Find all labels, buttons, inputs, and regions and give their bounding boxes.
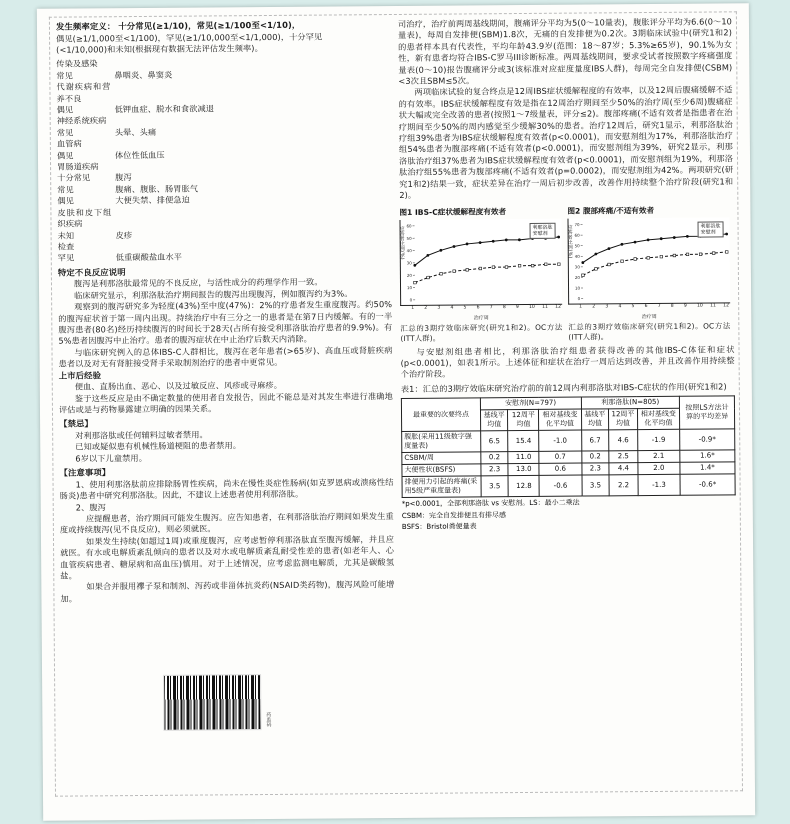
adr-section-heading: 特定不良反应说明	[57, 266, 126, 278]
svg-text:40: 40	[406, 247, 412, 253]
list-item	[56, 79, 390, 104]
cell: 6.5	[480, 431, 508, 452]
adverse-reaction-list	[56, 56, 392, 264]
svg-text:20: 20	[406, 272, 412, 278]
adr-paragraph-2: 临床研究显示，利那洛肽治疗期间报告的腹泻出现腹泻，例如腹泻约为3%。	[74, 288, 353, 301]
soc-term: 未知	[57, 230, 75, 241]
efficacy-table	[401, 395, 736, 498]
svg-text:70: 70	[574, 221, 580, 227]
soc-term: 胃肠道疾病	[57, 161, 99, 172]
svg-text:20: 20	[574, 274, 580, 280]
cell: 13.0	[508, 464, 539, 476]
cell: 0.2	[481, 452, 509, 464]
cell: 0.7	[539, 451, 581, 463]
cell: 11.0	[508, 452, 539, 464]
figure-2-xticks: 1 2 3 4 5 6 7 8 9 10 11 12	[579, 302, 730, 310]
svg-text:40: 40	[574, 253, 580, 259]
cell: 1.6*	[680, 450, 735, 462]
frequency-definition-line-2: (<1/10,000)和未知(根据现有数据无法评估发生频率)。	[56, 43, 263, 55]
post-marketing-heading: 上市后经验	[58, 369, 102, 381]
figure-2-ylabel: 应答者比例(%)	[566, 224, 573, 258]
barcode	[163, 674, 272, 731]
after-figures-paragraph: 与安慰剂组患者相比，利那洛肽治疗组患者获得改善的其他IBS-C体征和症状(p<0.0001)，如表1所示。上述体征和症状在治疗一周后达到改善，并且改善作用持续整个治疗阶段。	[400, 343, 735, 380]
cell: 2.2	[609, 475, 638, 496]
table-row	[402, 474, 735, 498]
soc-value: 低重碳酸盐血水平	[115, 251, 183, 263]
leaflet-page	[37, 3, 755, 821]
svg-text:10: 10	[406, 284, 413, 290]
soc-term: 皮肤和皮下组织疾病	[57, 206, 112, 229]
cell: -1.9	[637, 429, 680, 450]
left-column	[56, 19, 395, 605]
figure-2-xlabel: 治疗周	[641, 313, 657, 320]
table-col-placebo: 安慰剂(N=797)	[480, 397, 581, 410]
cell: 0.2	[581, 451, 609, 463]
table-subheader: 相对基线变化平均值	[637, 408, 680, 429]
adr-paragraph-1: 腹泻是利那洛肽最常见的不良反应，与活性成分的药理学作用一致。	[73, 276, 323, 289]
clinical-trial-paragraph-2: 两项临床试验的复合终点是12周IBS症状缓解程度的有效率，以及12周后腹痛缓解不适的有效率。IBS症状缓解程度有效是指在12周治疗期间至少50%的治疗周(至少6周)腹痛症状大幅或完全改善的患者(按照1～7级量表，评分≤2)。腹部疼痛(不适有效者是指患者在治疗期间至少50%的周内感觉至少缓解30%的患者。治疗12周后，研究1显示，利那洛肽治疗组39%患者为IBS症状缓解程度有效者(p<0.0001)，而安慰剂组为17%，利那洛肽治疗组54%患者为腹部疼痛(不适有效者(p<0.0001)，而安慰剂组为39%，研究2显示，利那洛肽治疗组37%患者为IBS症状缓解程度有效者(p<0.0001)，而安慰剂组为19%，利那洛肽治疗组55%患者为腹部疼痛(不适有效者(p=0.0002)，而安慰剂组为42%。两项研究(研究1和2)结果一致，症状差异在治疗一周后初步改善，改善作用持续整个治疗阶段(研究1和2)。	[398, 84, 734, 201]
legend-entry-1: 安慰剂	[700, 228, 716, 236]
soc-term: 常见	[56, 70, 73, 81]
soc-term: 代谢疾病和营养不良	[56, 81, 111, 104]
adr-paragraph-4: 与临床研究例入的总体IBS-C人群相比，腹泻在老年患者(>65岁)、高血压或肾脏疾病患者以及对无有肾脏接受肾手采取制剂治疗的患者中更常见。	[58, 344, 393, 369]
svg-text:0: 0	[409, 296, 413, 302]
soc-value	[115, 205, 391, 230]
figure-1-plot	[399, 218, 562, 305]
soc-value: 鼻咽炎、鼻窦炎	[114, 69, 173, 81]
soc-term: 偶见	[56, 104, 74, 115]
cell: 2.3	[481, 464, 509, 476]
precautions-heading: 【注意事项】	[59, 467, 111, 478]
soc-value: 头晕、头痛	[114, 126, 157, 138]
cell: 1.4*	[680, 462, 735, 474]
table-footnote-3: BSFS：Bristol粪便量表	[401, 522, 477, 532]
soc-value	[114, 79, 390, 104]
table-footnote-1: *p<0.0001，全部利那洛肽 vs 安慰剂。LS：最小二乘法	[401, 498, 580, 509]
soc-term: 传染及感染	[56, 58, 98, 70]
post-marketing-paragraph-2: 鉴于这些反应是由不确定数量的使用者自发报告，因此不能总是对其发生率进行准确地评估或是与药物暴露建立明确的因果关系。	[58, 390, 393, 415]
cell: 0.6	[539, 463, 581, 475]
table-footnote-2: CSBM：完全自发排便且有排尽感	[401, 510, 507, 520]
soc-value: 体位性低血压	[114, 149, 165, 160]
soc-term: 十分常见	[57, 172, 91, 184]
soc-value: 低钾血症、脱水和食欲减退	[114, 103, 215, 115]
contraindication-item: 6岁以下儿童禁用。	[75, 452, 148, 464]
table-col-linaclotide: 利那洛肽(N=805)	[581, 396, 680, 409]
adr-paragraph-3: 观察到的腹泻研究多为轻度(43%)至中度(47%)：2%的疗患者发生重度腹泻。约50%的腹泻症状首于第一周内出现。持续治疗中有三分之一的患者是在第7日内缓解。有的一半腹泻患者(80名)经历持续腹泻的时间长于28天(占所有接受利那洛肽治疗患者的9.9%)。有5%患者因腹泻中止治疗。患者的腹泻症状在中止治疗后数天内消除。	[58, 299, 393, 346]
figure-2-plot	[567, 217, 730, 304]
table-subheader: 基线平均值	[581, 409, 609, 430]
frequency-definition-heading: 发生频率定义： 十分常见(≥1/10)，常见(≥1/100至<1/10)，	[55, 19, 301, 32]
figure-2-caption: 汇总的3期疗效临床研究(研究1和2)。OC方法(ITT人群)。	[568, 320, 731, 342]
precaution-item-3: 应提醒患者，治疗期间可能发生腹泻。应告知患者，在利那洛肽治疗期间如果发生重度或持续腹泻(见不良反应)，则必须就医。	[59, 511, 394, 536]
cell: 4.4	[609, 463, 638, 475]
figure-1-ylabel: 应答者比例(%)	[398, 225, 405, 260]
svg-text:50: 50	[406, 235, 412, 241]
soc-term: 血管病	[56, 138, 82, 149]
table-subheader: 12周平均值	[609, 409, 638, 430]
svg-text:60: 60	[406, 222, 412, 229]
cell: 4.6	[609, 430, 638, 451]
cell: -1.0	[539, 430, 582, 451]
cell: 6.7	[581, 430, 609, 451]
precaution-item-5: 如果合并服用襻子泵和制剂、泻药或非甾体抗炎药(NSAID类药物)，腹泻风险可能增加。	[60, 579, 395, 604]
soc-term: 常见	[57, 184, 74, 195]
figure-1-xticks: 1 2 3 4 5 6 7 8 9 10 11 12	[411, 304, 562, 311]
soc-term: 神经系统疾病	[56, 115, 107, 127]
cell: -1.3	[638, 474, 681, 495]
contraindications-heading: 【禁忌】	[59, 418, 94, 430]
cell: 3.5	[582, 475, 610, 496]
figure-1-title: 图1 IBS-C症状缓解程度有效者	[399, 206, 507, 217]
figure-2-title: 图2 腹部疼痛/不适有效者	[567, 205, 655, 216]
figure-1-legend	[529, 222, 555, 238]
cell: 2.3	[582, 463, 610, 475]
table-col-endpoint: 最重要的次要终点	[401, 398, 480, 432]
table-subheader: 基线平均值	[480, 410, 508, 431]
figure-1	[399, 205, 562, 343]
table-col-ls-diff: 按照LS方法计算的平均差异	[679, 396, 734, 429]
contraindication-item: 已知或疑似患有机械性肠道梗阻的患者禁用。	[75, 440, 242, 452]
soc-value: 皮疹	[115, 229, 133, 240]
soc-value: 腹泻	[115, 172, 132, 183]
soc-term: 常见	[56, 127, 74, 138]
table-row	[402, 429, 735, 453]
table-title: 表1：汇总的3期疗效临床研究治疗前的前12周内利那洛肽对IBS-C症状的作用(研究1和2)	[400, 381, 727, 394]
cell: -0.6*	[680, 474, 735, 495]
legend-entry-1: 安慰剂	[532, 230, 548, 237]
row-label: CSBM/周	[402, 452, 481, 465]
svg-text:30: 30	[406, 259, 412, 266]
soc-term: 罕见	[57, 252, 75, 263]
cell: 3.5	[481, 476, 509, 497]
precaution-item-2: 2、腹泻	[75, 501, 106, 513]
frequency-definition-line-1: 偶见(≥1/1,000至<1/100)，罕见(≥1/10,000至<1/1,000)，十分罕见	[56, 31, 323, 44]
list-item	[57, 205, 391, 230]
cell: 15.4	[508, 431, 539, 452]
cell: -0.6	[539, 475, 582, 496]
cell: 2.1	[638, 450, 680, 462]
soc-value: 大便失禁、排便急迫	[115, 194, 190, 206]
figure-1-xlabel: 治疗周	[473, 314, 489, 321]
cell: 2.5	[609, 451, 638, 463]
row-label: 大便性状(BSFS)	[402, 464, 481, 477]
soc-value: 腹痛、腹胀、肠胃胀气	[115, 183, 199, 195]
figure-1-caption: 汇总的3期疗效临床研究(研究1和2)。OC方法(ITT人群)。	[400, 322, 563, 343]
soc-term: 偶见	[56, 150, 74, 161]
legend-entry-0: 利那洛肽	[700, 222, 721, 230]
figure-2	[567, 204, 730, 342]
cell: -0.9*	[680, 429, 735, 450]
barcode-side-label: 药监码	[265, 711, 272, 728]
table-subheader: 相对基线变化平均值	[539, 409, 582, 430]
cell: 2.0	[638, 462, 680, 474]
figures-row	[399, 204, 734, 344]
svg-text:30: 30	[574, 263, 580, 269]
svg-text:60: 60	[574, 232, 580, 238]
svg-text:0: 0	[577, 295, 581, 301]
svg-text:50: 50	[574, 242, 580, 248]
precaution-item-1: 1、使用利那洛肽前应排除肠胃性疾病，尚未在慢性炎症性肠病(如克罗恩病或溃疡性结肠炎)患者中研究利那洛肽。因此，不建议上述患者使用利那洛肽。	[59, 476, 394, 501]
soc-term: 检查	[57, 241, 75, 252]
soc-term: 偶见	[57, 195, 74, 206]
contraindication-item: 对利那洛肽或任何辅料过敏者禁用。	[75, 429, 208, 441]
cell: 12.8	[508, 476, 539, 497]
right-column	[398, 16, 736, 533]
leaflet-content-frame	[49, 11, 743, 796]
row-label: 腹胀(采用11级数字强度量表)	[402, 431, 481, 453]
clinical-trial-paragraph-1: 司治疗，治疗前两周基线期间，腹痛评分平均为5(0～10量表)，腹胀评分平均为6.6(0～10量表)，每周自发排便(SBM)1.8次，无痛的自发排便为0.2次。3期临床试验中(研究1和2)的患者样本具有代表性，平均年龄43.9岁(范围：18～87岁；5.3%≥65岁)，90.1%为女性，新有患者均符合IBS-C罗马III诊断标准。两周基线期间，要求受试者按照数字疼痛强度量表(0～10)报告腹痛评分或3(该标准对应症度量度IBS人群)，每周完全自发排便(CSBM)<3次且SBM≤5次。	[397, 16, 733, 87]
table-subheader: 12周平均值	[508, 410, 539, 431]
svg-text:10: 10	[574, 285, 581, 291]
post-marketing-paragraph-1: 便血、直肠出血、恶心、以及过敏反应、风疹或寻麻疹。	[74, 380, 283, 392]
legend-entry-0: 利那洛肽	[532, 224, 553, 231]
row-label: 排便用力引起的疼痛(采用5级严重度量表)	[402, 476, 481, 498]
figure-2-legend	[697, 221, 723, 237]
precaution-item-4: 如果发生持续(如超过1周)或重度腹泻，应考虑暂停利那洛肽直至腹泻缓解，并且应就医。有水或电解质紊乱倾向的患者以及对水或电解质紊乱耐受性差的患者(如老年人、心血管疾病患者、糖尿病和高血压)慎用。对于上述情况，应考虑监测电解质，尤其是碳酸氢盐。	[60, 533, 395, 581]
